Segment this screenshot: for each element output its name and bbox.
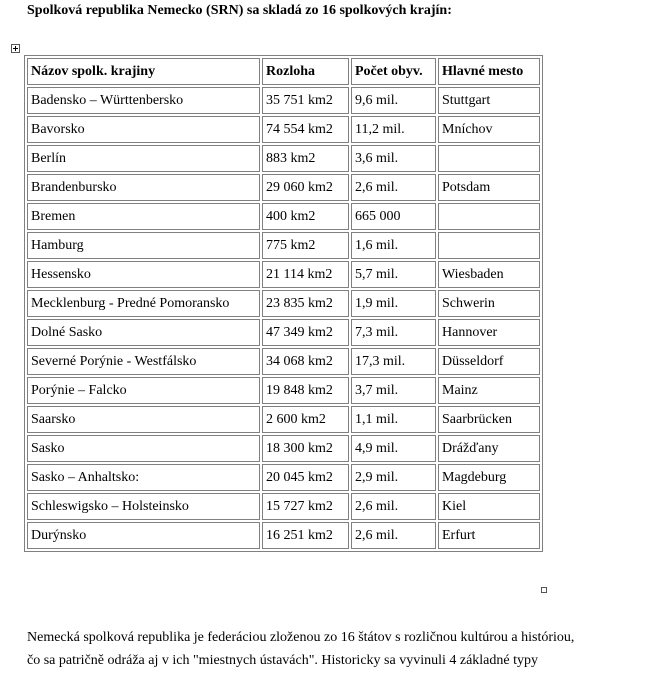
table-row	[27, 174, 540, 201]
cell-area[interactable]: 775 km2	[262, 232, 349, 259]
header-cell-name[interactable]: Názov spolk. krajiny	[27, 58, 260, 85]
table-row	[27, 261, 540, 288]
cell-capital[interactable]	[438, 232, 540, 259]
cell-area[interactable]: 18 300 km2	[262, 435, 349, 462]
cell-capital[interactable]: Drážďany	[438, 435, 540, 462]
header-cell-population[interactable]: Počet obyv.	[351, 58, 436, 85]
cell-area[interactable]: 23 835 km2	[262, 290, 349, 317]
cell-population[interactable]: 1,6 mil.	[351, 232, 436, 259]
cell-area[interactable]: 16 251 km2	[262, 522, 349, 549]
cell-population[interactable]: 2,6 mil.	[351, 174, 436, 201]
table-row	[27, 464, 540, 491]
table-row	[27, 203, 540, 230]
cell-population[interactable]: 11,2 mil.	[351, 116, 436, 143]
cell-population[interactable]: 3,6 mil.	[351, 145, 436, 172]
cell-population[interactable]: 5,7 mil.	[351, 261, 436, 288]
table-row	[27, 406, 540, 433]
table-row	[27, 493, 540, 520]
cell-population[interactable]: 17,3 mil.	[351, 348, 436, 375]
cell-area[interactable]: 34 068 km2	[262, 348, 349, 375]
table-row	[27, 319, 540, 346]
body-paragraph	[27, 626, 663, 672]
cell-area[interactable]: 15 727 km2	[262, 493, 349, 520]
table-row	[27, 435, 540, 462]
cell-population[interactable]: 2,6 mil.	[351, 493, 436, 520]
cell-capital[interactable]: Stuttgart	[438, 87, 540, 114]
cell-capital[interactable]: Hannover	[438, 319, 540, 346]
cell-capital[interactable]	[438, 203, 540, 230]
table-row	[27, 377, 540, 404]
cell-name[interactable]: Hamburg	[27, 232, 260, 259]
cell-capital[interactable]: Magdeburg	[438, 464, 540, 491]
cell-population[interactable]: 2,6 mil.	[351, 522, 436, 549]
paragraph-line: Nemecká spolková republika je federáciou zloženou zo 16 štátov s rozličnou kultúrou a históriou,	[27, 630, 575, 645]
table-row	[27, 232, 540, 259]
cell-area[interactable]: 74 554 km2	[262, 116, 349, 143]
table-row	[27, 145, 540, 172]
cell-name[interactable]: Hessensko	[27, 261, 260, 288]
states-table	[24, 55, 543, 552]
cell-capital[interactable]: Kiel	[438, 493, 540, 520]
cell-population[interactable]: 665 000	[351, 203, 436, 230]
cell-name[interactable]: Mecklenburg - Predné Pomoransko	[27, 290, 260, 317]
cell-area[interactable]: 883 km2	[262, 145, 349, 172]
table-row	[27, 290, 540, 317]
cell-area[interactable]: 29 060 km2	[262, 174, 349, 201]
cell-population[interactable]: 2,9 mil.	[351, 464, 436, 491]
cell-name[interactable]: Berlín	[27, 145, 260, 172]
table-row	[27, 522, 540, 549]
cell-area[interactable]: 21 114 km2	[262, 261, 349, 288]
table-move-handle-icon[interactable]	[11, 44, 20, 53]
header-cell-area[interactable]: Rozloha	[262, 58, 349, 85]
cell-population[interactable]: 4,9 mil.	[351, 435, 436, 462]
header-cell-capital[interactable]: Hlavné mesto	[438, 58, 540, 85]
cell-population[interactable]: 7,3 mil.	[351, 319, 436, 346]
cell-population[interactable]: 3,7 mil.	[351, 377, 436, 404]
cell-capital[interactable]: Wiesbaden	[438, 261, 540, 288]
cell-area[interactable]: 2 600 km2	[262, 406, 349, 433]
cell-name[interactable]: Badensko – Württenbersko	[27, 87, 260, 114]
table-resize-handle-icon[interactable]	[541, 587, 547, 593]
cell-capital[interactable]	[438, 145, 540, 172]
cell-name[interactable]: Dolné Sasko	[27, 319, 260, 346]
cell-name[interactable]: Bremen	[27, 203, 260, 230]
paragraph-line: čo sa patričně odráža aj v ich "miestnych ústavách". Historicky sa vyvinuli 4 základné typy	[27, 653, 538, 668]
table-row	[27, 87, 540, 114]
document-heading: Spolková republika Nemecko (SRN) sa skladá zo 16 spolkových krajín:	[27, 3, 452, 18]
cell-capital[interactable]: Mainz	[438, 377, 540, 404]
cell-name[interactable]: Schleswigsko – Holsteinsko	[27, 493, 260, 520]
cell-name[interactable]: Brandenbursko	[27, 174, 260, 201]
cell-area[interactable]: 19 848 km2	[262, 377, 349, 404]
cell-population[interactable]: 1,9 mil.	[351, 290, 436, 317]
cell-capital[interactable]: Düsseldorf	[438, 348, 540, 375]
cell-population[interactable]: 1,1 mil.	[351, 406, 436, 433]
cell-name[interactable]: Sasko	[27, 435, 260, 462]
cell-capital[interactable]: Potsdam	[438, 174, 540, 201]
cell-capital[interactable]: Saarbrücken	[438, 406, 540, 433]
cell-name[interactable]: Porýnie – Falcko	[27, 377, 260, 404]
cell-area[interactable]: 400 km2	[262, 203, 349, 230]
cell-name[interactable]: Severné Porýnie - Westfálsko	[27, 348, 260, 375]
cell-capital[interactable]: Erfurt	[438, 522, 540, 549]
cell-name[interactable]: Durýnsko	[27, 522, 260, 549]
table-header-row	[27, 58, 540, 85]
cell-area[interactable]: 47 349 km2	[262, 319, 349, 346]
table-row	[27, 116, 540, 143]
cell-name[interactable]: Sasko – Anhaltsko:	[27, 464, 260, 491]
cell-name[interactable]: Saarsko	[27, 406, 260, 433]
table-row	[27, 348, 540, 375]
cell-area[interactable]: 20 045 km2	[262, 464, 349, 491]
cell-population[interactable]: 9,6 mil.	[351, 87, 436, 114]
cell-capital[interactable]: Mníchov	[438, 116, 540, 143]
cell-capital[interactable]: Schwerin	[438, 290, 540, 317]
cell-name[interactable]: Bavorsko	[27, 116, 260, 143]
cell-area[interactable]: 35 751 km2	[262, 87, 349, 114]
